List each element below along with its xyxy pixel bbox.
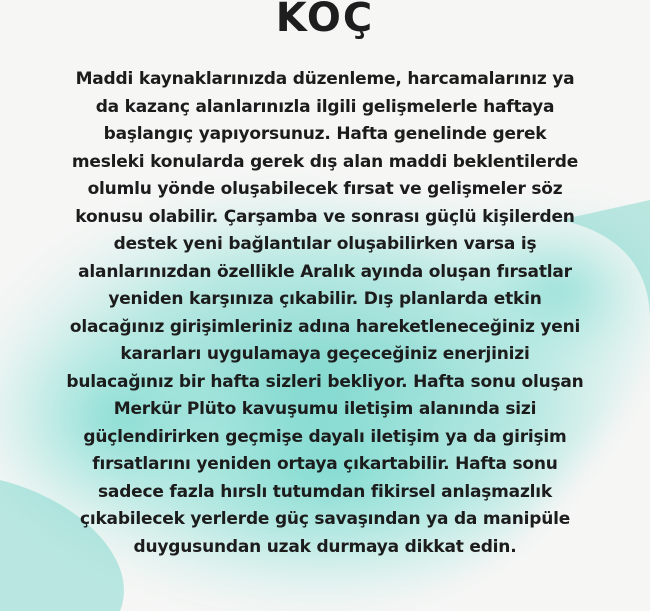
text-line: olumlu yönde oluşabilecek fırsat ve gelişmeler söz — [87, 179, 563, 199]
text-line: destek yeni bağlantılar oluşabilirken varsa iş — [113, 234, 537, 254]
text-line: Maddi kaynaklarınızda düzenleme, harcamalarınız ya — [75, 69, 575, 89]
horoscope-text — [40, 66, 610, 561]
sign-title: KOÇ — [275, 0, 375, 41]
text-line: alanlarınızdan özellikle Aralık ayında oluşan fırsatlar — [78, 261, 572, 282]
text-line: güçlendirirken geçmişe dayalı iletişim ya da girişim — [83, 426, 567, 447]
text-line: duygusundan uzak durmaya dikkat edin. — [133, 536, 517, 557]
text-line: mesleki konularda gerek dış alan maddi beklentilerde — [71, 151, 579, 172]
text-line: sadece fazla hırslı tutumdan fikirsel anlaşmazlık — [98, 481, 552, 502]
text-line: yeniden karşınıza çıkabilir. Dış planlarda etkin — [108, 289, 542, 309]
text-line: fırsatlarını yeniden ortaya çıkartabilir. Hafta sonu — [92, 454, 558, 474]
text-line: bulacağınız bir hafta sizleri bekliyor. Hafta sonu oluşan — [66, 371, 584, 392]
text-line: Merkür Plüto kavuşumu iletişim alanında sizi — [113, 399, 537, 419]
text-line: çıkabilecek yerlerde güç savaşından ya da manipüle — [79, 509, 571, 529]
text-line: konusu olabilir. Çarşamba ve sonrası güçlü kişilerden — [75, 206, 575, 227]
text-line: da kazanç alanlarınızla ilgili gelişmelerle haftaya — [95, 96, 555, 117]
text-line: kararları uygulamaya geçeceğiniz enerjinizi — [120, 344, 530, 364]
text-line: başlangıç yapıyorsunuz. Hafta genelinde gerek — [103, 124, 547, 144]
text-line: olacağınız girişimleriniz adına hareketleneceğiniz yeni — [69, 316, 581, 337]
